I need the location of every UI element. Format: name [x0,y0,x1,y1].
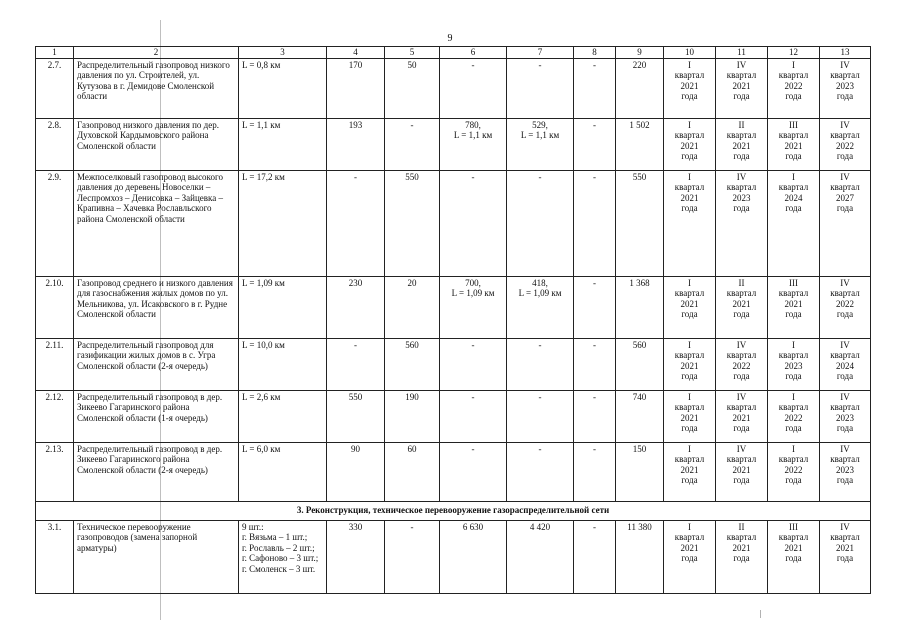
cell-total: 560 [616,338,664,390]
row-number: 2.9. [36,170,74,276]
cell-col4: 170 [327,58,385,118]
cell-total: 150 [616,442,664,501]
table-row [36,520,871,593]
object-name: Распределительный газопровод в дер. Зикеево Гагаринского района Смоленской области (1-я очередь) [74,390,239,442]
cell-col8: - [574,520,616,593]
object-length: L = 2,6 км [239,390,327,442]
table-row [36,276,871,338]
cell-col6: 780, L = 1,1 км [440,118,507,170]
row-number: 2.12. [36,390,74,442]
header-cell: 8 [574,47,616,59]
cell-col8: - [574,276,616,338]
header-cell: 2 [74,47,239,59]
cell-quarter-13: IV квартал 2024 года [820,338,871,390]
object-name: Распределительный газопровод низкого давления по ул. Строителей, ул. Кутузова в г. Демидове Смоленской области [74,58,239,118]
header-cell: 4 [327,47,385,59]
cell-col6: - [440,390,507,442]
cell-quarter-12: I квартал 2023 года [768,338,820,390]
cell-quarter-11: IV квартал 2023 года [716,170,768,276]
header-cell: 5 [385,47,440,59]
cell-col4: 230 [327,276,385,338]
object-name: Межпоселковый газопровод высокого давления до деревень Новоселки – Леспромхоз – Денисовка – Зайцевка – Крапивна – Хачевка Рославльского района Смоленской области [74,170,239,276]
cell-col4: - [327,338,385,390]
cell-quarter-11: II квартал 2021 года [716,276,768,338]
header-cell: 10 [664,47,716,59]
cell-total: 11 380 [616,520,664,593]
cell-col5: - [385,520,440,593]
cell-quarter-10: I квартал 2021 года [664,118,716,170]
table-row [36,390,871,442]
cell-col7: - [507,338,574,390]
cell-quarter-11: IV квартал 2021 года [716,58,768,118]
cell-col7: - [507,442,574,501]
row-number: 2.8. [36,118,74,170]
row-number: 2.10. [36,276,74,338]
section-heading-row [36,501,871,520]
cell-col6: 6 630 [440,520,507,593]
cell-col4: 193 [327,118,385,170]
cell-quarter-13: IV квартал 2023 года [820,58,871,118]
section-title: 3. Реконструкция, техническое перевооружение газораспределительной сети [36,501,871,520]
cell-quarter-13: IV квартал 2022 года [820,276,871,338]
cell-quarter-12: I квартал 2022 года [768,58,820,118]
cell-col4: 550 [327,390,385,442]
cell-total: 550 [616,170,664,276]
cell-total: 1 368 [616,276,664,338]
cell-col7: - [507,58,574,118]
row-number: 2.11. [36,338,74,390]
cell-quarter-10: I квартал 2021 года [664,338,716,390]
cell-quarter-12: III квартал 2021 года [768,520,820,593]
object-name: Газопровод низкого давления по дер. Духовской Кардымовского района Смоленской области [74,118,239,170]
cell-col7: - [507,170,574,276]
cell-quarter-10: I квартал 2021 года [664,58,716,118]
cell-col6: - [440,170,507,276]
header-cell: 12 [768,47,820,59]
cell-quarter-11: II квартал 2021 года [716,118,768,170]
cell-total: 1 502 [616,118,664,170]
cell-quarter-11: IV квартал 2021 года [716,442,768,501]
row-number: 3.1. [36,520,74,593]
cell-col5: 50 [385,58,440,118]
header-cell: 7 [507,47,574,59]
cell-col7: - [507,390,574,442]
header-cell: 6 [440,47,507,59]
cell-col7: 4 420 [507,520,574,593]
header-cell: 9 [616,47,664,59]
cell-col4: - [327,170,385,276]
cell-col4: 330 [327,520,385,593]
object-length: L = 6,0 км [239,442,327,501]
cell-col8: - [574,58,616,118]
cell-col7: 529, L = 1,1 км [507,118,574,170]
cell-quarter-10: I квартал 2021 года [664,276,716,338]
cell-quarter-12: I квартал 2022 года [768,390,820,442]
cell-col8: - [574,390,616,442]
object-length: L = 1,1 км [239,118,327,170]
cell-quarter-13: IV квартал 2022 года [820,118,871,170]
object-length: L = 17,2 км [239,170,327,276]
column-number-row [36,47,871,59]
page-number: 9 [447,33,453,44]
cell-total: 220 [616,58,664,118]
cell-col5: 190 [385,390,440,442]
cell-col5: 20 [385,276,440,338]
cell-quarter-12: I квартал 2022 года [768,442,820,501]
cell-col8: - [574,118,616,170]
cell-quarter-10: I квартал 2021 года [664,442,716,501]
header-cell: 11 [716,47,768,59]
object-length: L = 10,0 км [239,338,327,390]
table-row [36,170,871,276]
cell-quarter-13: IV квартал 2023 года [820,390,871,442]
cell-col5: 60 [385,442,440,501]
cell-col6: - [440,338,507,390]
cell-quarter-13: IV квартал 2021 года [820,520,871,593]
cell-quarter-11: IV квартал 2022 года [716,338,768,390]
table-row [36,118,871,170]
investment-program-table [35,46,871,594]
cell-col6: - [440,442,507,501]
cell-quarter-11: IV квартал 2021 года [716,390,768,442]
header-cell: 1 [36,47,74,59]
cell-quarter-11: II квартал 2021 года [716,520,768,593]
object-name: Техническое перевооружение газопроводов (замена запорной арматуры) [74,520,239,593]
cell-quarter-12: III квартал 2021 года [768,276,820,338]
cell-quarter-12: III квартал 2021 года [768,118,820,170]
cell-col4: 90 [327,442,385,501]
scan-artifact-mark [760,610,761,618]
cell-col8: - [574,442,616,501]
cell-col5: 560 [385,338,440,390]
cell-quarter-10: I квартал 2021 года [664,390,716,442]
cell-quarter-13: IV квартал 2027 года [820,170,871,276]
object-length: L = 0,8 км [239,58,327,118]
cell-col5: 550 [385,170,440,276]
object-length: 9 шт.: г. Вязьма – 1 шт.; г. Рославль – 2 шт.; г. Сафоново – 3 шт.; г. Смоленск – 3 шт. [239,520,327,593]
cell-total: 740 [616,390,664,442]
cell-quarter-13: IV квартал 2023 года [820,442,871,501]
object-name: Газопровод среднего и низкого давления для газоснабжения жилых домов по ул. Мельникова, ул. Исаковского в г. Рудне Смоленской области [74,276,239,338]
header-cell: 13 [820,47,871,59]
cell-col8: - [574,338,616,390]
table-row [36,442,871,501]
cell-col7: 418, L = 1,09 км [507,276,574,338]
cell-quarter-12: I квартал 2024 года [768,170,820,276]
row-number: 2.7. [36,58,74,118]
object-name: Распределительный газопровод для газификации жилых домов в с. Угра Смоленской области (2-я очередь) [74,338,239,390]
cell-quarter-10: I квартал 2021 года [664,520,716,593]
cell-quarter-10: I квартал 2021 года [664,170,716,276]
cell-col8: - [574,170,616,276]
cell-col5: - [385,118,440,170]
cell-col6: 700, L = 1,09 км [440,276,507,338]
table-row [36,338,871,390]
object-length: L = 1,09 км [239,276,327,338]
header-cell: 3 [239,47,327,59]
row-number: 2.13. [36,442,74,501]
cell-col6: - [440,58,507,118]
object-name: Распределительный газопровод в дер. Зикеево Гагаринского района Смоленской области (2-я очередь) [74,442,239,501]
table-row [36,58,871,118]
